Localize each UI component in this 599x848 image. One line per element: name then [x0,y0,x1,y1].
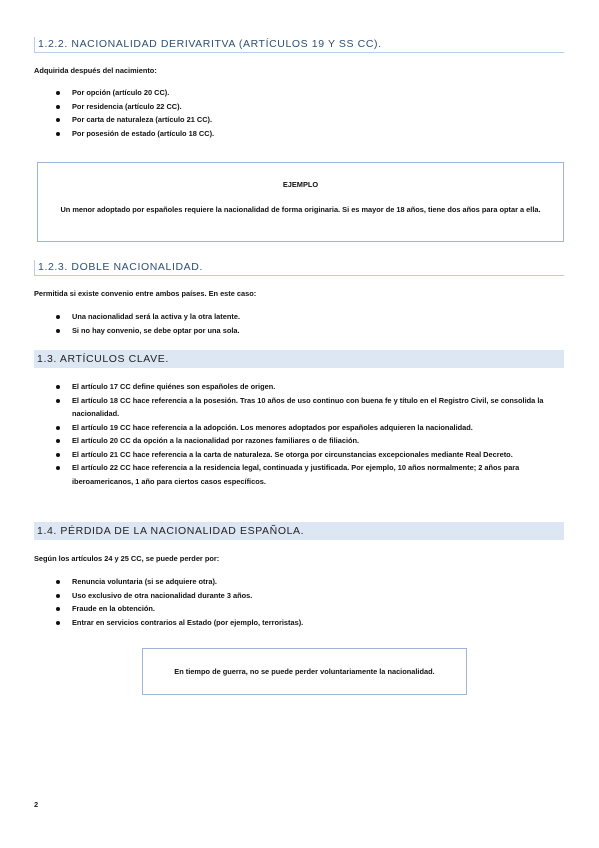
lead-1-4: Según los artículos 24 y 25 CC, se puede perder por: [34,554,220,563]
note-box [142,648,467,695]
note-text: En tiempo de guerra, no se puede perder voluntariamente la nacionalidad. [174,667,435,676]
list-item: El artículo 20 CC da opción a la nacionalidad por razones familiares o de filiación. [34,434,564,448]
heading-1-3: 1.3. ARTÍCULOS CLAVE. [34,350,564,368]
example-text: Un menor adoptado por españoles requiere la nacionalidad de forma originaria. Si es mayor de 18 años, tiene dos años para optar a ella. [60,205,541,214]
list-item: Por residencia (artículo 22 CC). [34,100,564,114]
list-1-2-2 [34,86,564,140]
heading-1-4: 1.4. PÉRDIDA DE LA NACIONALIDAD ESPAÑOLA. [34,522,564,540]
list-item: Entrar en servicios contrarios al Estado (por ejemplo, terroristas). [34,616,564,630]
list-item: Por opción (artículo 20 CC). [34,86,564,100]
list-item: Por posesión de estado (artículo 18 CC). [34,127,564,141]
example-box [37,162,564,242]
example-title: EJEMPLO [282,180,319,189]
list-1-2-3 [34,310,564,337]
list-item: Renuncia voluntaria (si se adquiere otra). [34,575,564,589]
list-item: Uso exclusivo de otra nacionalidad durante 3 años. [34,589,564,603]
heading-1-2-3: 1.2.3. DOBLE NACIONALIDAD. [34,260,564,276]
lead-1-2-2: Adquirida después del nacimiento: [34,66,157,75]
list-item: El artículo 18 CC hace referencia a la posesión. Tras 10 años de uso continuo con buena fe y título en el Registro Civil, se consolida la nacionalidad. [34,394,564,421]
list-item: El artículo 19 CC hace referencia a la adopción. Los menores adoptados por españoles adquieren la nacionalidad. [34,421,564,435]
list-1-4 [34,575,564,629]
list-1-3 [34,380,564,488]
heading-1-2-2: 1.2.2. NACIONALIDAD DERIVARITVA (ARTÍCULOS 19 Y SS CC). [34,37,564,53]
lead-1-2-3: Permitida si existe convenio entre ambos países. En este caso: [34,289,257,298]
list-item: Una nacionalidad será la activa y la otra latente. [34,310,564,324]
list-item: El artículo 21 CC hace referencia a la carta de naturaleza. Se otorga por circunstancias excepcionales mediante Real Decreto. [34,448,564,462]
page-number: 2 [34,800,39,809]
list-item: Por carta de naturaleza (artículo 21 CC). [34,113,564,127]
list-item: Si no hay convenio, se debe optar por una sola. [34,324,564,338]
list-item: Fraude en la obtención. [34,602,564,616]
list-item: El artículo 22 CC hace referencia a la residencia legal, continuada y justificada. Por ejemplo, 10 años normalmente; 2 años para iberoamericanos, 1 año para ciertos casos específicos. [34,461,564,488]
list-item: El artículo 17 CC define quiénes son españoles de origen. [34,380,564,394]
